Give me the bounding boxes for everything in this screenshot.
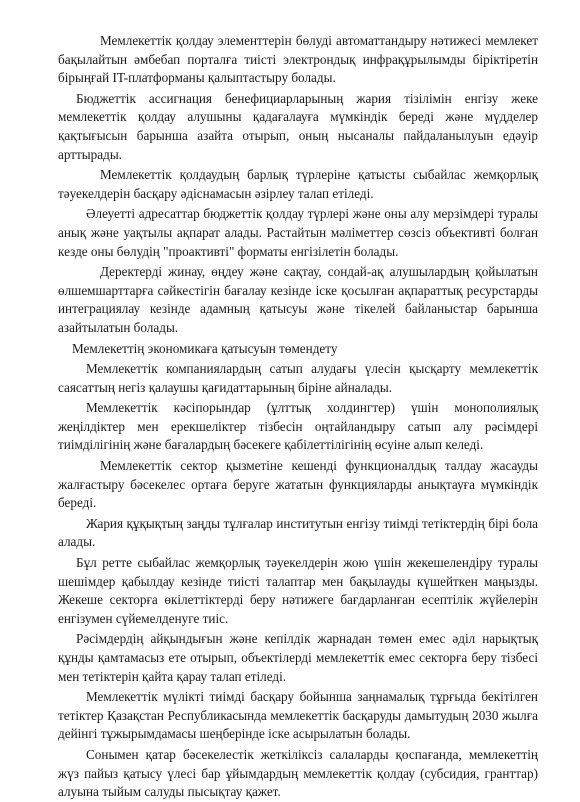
paragraph-property-management: Мемлекеттік мүлікті тиімді басқару бойынша заңнамалық тұрғыда бекітілген тетіктер Қазақстан Республикасында мемлекеттік басқаруды дамытудың 2030 жылға дейінгі тұжырымдамасы шеңберінде іске асырылатын болады.: [58, 689, 538, 742]
paragraph-data-collection: Деректерді жинау, өңдеу және сақтау, сондай-ақ алушылардың қойылатын өлшемшарттарға сәйкестігін бағалау кезінде іске қосылған ақпараттық ресурстарды интеграциялау кезінде адамның қатысуы және тікелей байланыстар барынша азайтылатын болады.: [58, 264, 538, 335]
paragraph-procedures-transparency: Рәсімдердің айқындығын және кепілдік жарнадан төмен емес әділ нарықтық құнды қамтамасыз ете отырып, объектілерді мемлекеттік емес секторға беру тізбесі мен тетіктерін қайта қарау талап етіледі.: [58, 631, 538, 684]
paragraph-state-enterprises: Мемлекеттік кәсіпорындар (ұлттық холдингтер) үшін монополиялық жеңілдіктер мен ерекшеліктер тізбесін оңтайландыру сатып алу рәсімдері тиімділігінің және бағалардың бәсекеге қабілеттілігінің өсуіне алып келеді.: [58, 400, 538, 453]
paragraph-public-law-entities: Жария құқықтың заңды тұлғалар институтын енгізу тиімді тетіктердің бірі бола алады.: [58, 515, 538, 550]
paragraph-state-support-ban: Сонымен қатар бәсекелестік жеткіліксіз салаларды қоспағанда, мемлекеттің жүз пайыз қатысу үлесі бар ұйымдардың мемлекеттік қолдау (субсидия, гранттар) алуына тыйым салуды пысықтау қажет.: [58, 746, 538, 800]
paragraph-potential-recipients: Әлеуетті адресаттар бюджеттік қолдау түрлері және оны алу мерзімдері туралы анық және уақтылы ақпарат алады. Растайтын мәліметтер сөзсіз объективті болған кезде оны бөлудің "проактивті" форматы енгізілетін болады.: [58, 206, 538, 259]
paragraph-state-companies: Мемлекеттік компаниялардың сатып алудағы үлесін қысқарту мемлекеттік саясаттың негіз қалаушы қағидаттарының біріне айналады.: [58, 361, 538, 395]
paragraph-public-register: Бюджеттік ассигнация бенефициарларының жария тізілімін енгізу жеке мемлекеттік қолдау алушыны қадағалауға мүмкіндік береді және мүдделер қақтығысын барынша азайта отырып, оның нысаналы пайдаланылуын едәуір арттырады.: [58, 90, 538, 162]
paragraph-functional-analysis: Мемлекеттік сектор қызметіне кешенді функционалдық талдау жасауды жалғастыру бәсекелес ортаға беруге жататын функцияларды анықтауға мүмкіндік береді.: [58, 458, 538, 511]
paragraph-automation: Мемлекеттік қолдау элементтерін бөлуді автоматтандыру нәтижесі мемлекет бақылайтын әмбебап порталға тиісті электрондық инфрақұрылымды біріктіретін бірыңғай IT-платформаны қалыптастыру болады.: [58, 33, 538, 86]
paragraph-privatization: Бұл ретте сыбайлас жемқорлық тәуекелдерін жою үшін жекешелендіру туралы шешімдер қабылдау кезінде тиісті талаптар мен бақылауды күшейткен маңызды. Жекеше секторға өкілеттіктерді беру нәтижеге бағдарланған есептілік жүйелерін енгізумен сүйемелденуге тиіс.: [58, 555, 538, 626]
paragraph-corruption-methodology: Мемлекеттік қолдаудың барлық түрлеріне қатысты сыбайлас жемқорлық тәуекелдерін басқару әдіснамасын әзірлеу талап етіледі.: [58, 167, 538, 201]
section-heading: Мемлекеттің экономикаға қатысуын төмендету: [72, 340, 338, 356]
